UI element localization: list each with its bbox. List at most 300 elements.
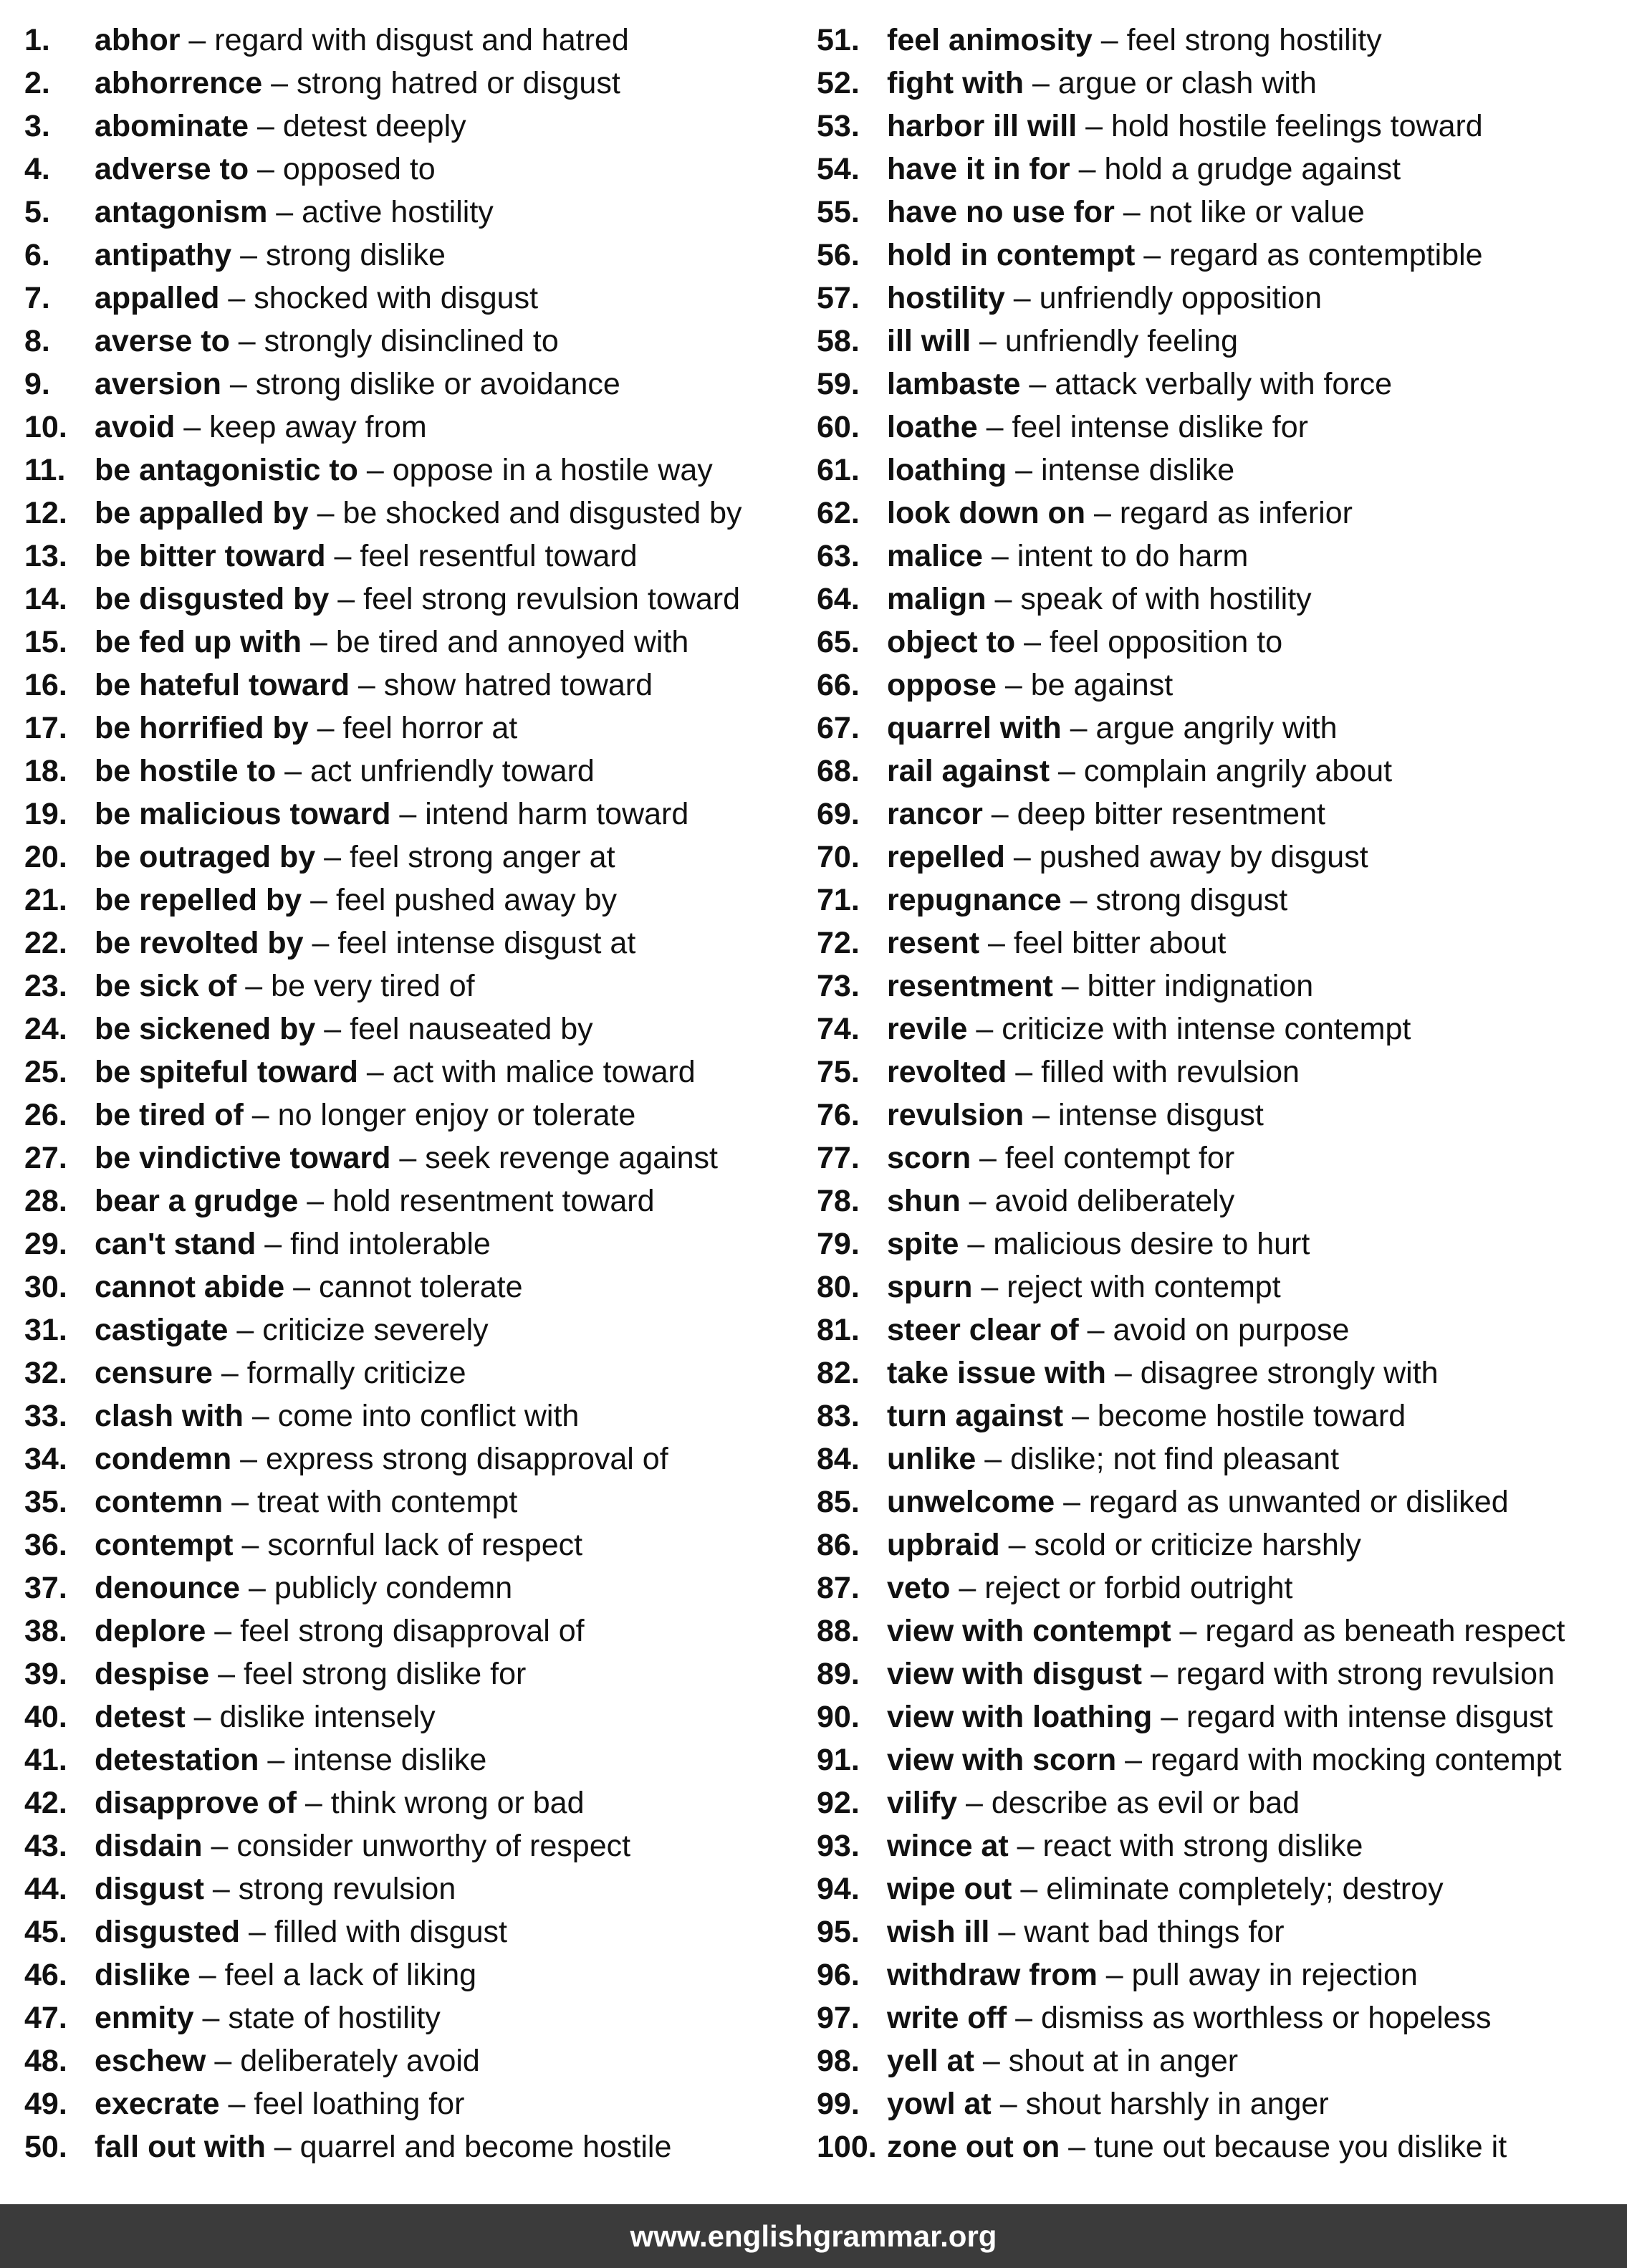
item-number: 53. (817, 109, 860, 143)
item-separator: – (302, 625, 336, 659)
item-definition: feel a lack of liking (224, 1958, 477, 1992)
item-number: 1. (24, 23, 50, 57)
item-number: 31. (24, 1313, 67, 1347)
item-separator: – (991, 2087, 1026, 2121)
item-separator: – (959, 1227, 994, 1261)
item-number: 84. (817, 1442, 860, 1476)
item-number: 52. (817, 66, 860, 100)
item-definition: feel resentful toward (360, 539, 638, 573)
list-item (24, 105, 805, 148)
item-definition: hold a grudge against (1104, 152, 1401, 186)
list-item (817, 1523, 1619, 1566)
item-separator: – (276, 754, 311, 788)
item-definition: become hostile toward (1097, 1399, 1406, 1433)
item-term: wipe out (887, 1872, 1012, 1906)
item-number: 45. (24, 1915, 67, 1949)
item-number: 61. (817, 453, 860, 487)
item-definition: publicly condemn (274, 1571, 513, 1605)
list-item (817, 148, 1619, 191)
list-item (24, 879, 805, 922)
item-number: 50. (24, 2130, 67, 2164)
item-term: be malicious toward (95, 797, 391, 831)
item-separator: – (219, 281, 254, 315)
item-term: be sick of (95, 969, 237, 1003)
list-item (817, 191, 1619, 234)
item-definition: criticize severely (262, 1313, 489, 1347)
list-item (24, 664, 805, 707)
item-definition: formally criticize (246, 1356, 466, 1390)
item-term: have it in for (887, 152, 1070, 186)
item-definition: scornful lack of respect (267, 1528, 583, 1562)
item-number: 48. (24, 2044, 67, 2078)
list-item (24, 1308, 805, 1351)
item-number: 12. (24, 496, 67, 530)
item-term: fall out with (95, 2130, 266, 2164)
item-number: 33. (24, 1399, 67, 1433)
item-term: view with contempt (887, 1614, 1171, 1648)
item-term: be repelled by (95, 883, 302, 917)
item-term: castigate (95, 1313, 229, 1347)
item-number: 67. (817, 711, 860, 745)
item-definition: regard as unwanted or disliked (1088, 1485, 1509, 1519)
item-term: vilify (887, 1786, 957, 1820)
list-item (817, 922, 1619, 965)
item-term: dislike (95, 1958, 191, 1992)
list-item (24, 1609, 805, 1652)
item-separator: – (1015, 625, 1050, 659)
list-item (817, 2039, 1619, 2082)
item-term: detestation (95, 1743, 259, 1777)
list-item (24, 1137, 805, 1180)
item-definition: argue or clash with (1057, 66, 1317, 100)
item-number: 5. (24, 195, 50, 229)
item-separator: – (262, 66, 297, 100)
item-definition: describe as evil or bad (991, 1786, 1300, 1820)
list-item (24, 922, 805, 965)
list-item (817, 1265, 1619, 1308)
item-number: 83. (817, 1399, 860, 1433)
item-definition: not like or value (1148, 195, 1365, 229)
item-number: 70. (817, 840, 860, 874)
item-definition: come into conflict with (277, 1399, 580, 1433)
item-number: 22. (24, 926, 67, 960)
list-item (817, 1652, 1619, 1695)
word-list-right-column (817, 19, 1619, 2168)
item-number: 66. (817, 668, 860, 702)
item-separator: – (390, 1141, 426, 1175)
item-term: rail against (887, 754, 1050, 788)
list-item (24, 707, 805, 750)
item-separator: – (249, 152, 283, 186)
item-number: 63. (817, 539, 860, 573)
item-number: 72. (817, 926, 860, 960)
item-number: 71. (817, 883, 860, 917)
item-term: revolted (887, 1055, 1007, 1089)
item-number: 62. (817, 496, 860, 530)
list-item (817, 234, 1619, 277)
list-item (24, 1953, 805, 1996)
item-term: yell at (887, 2044, 974, 2078)
item-definition: keep away from (209, 410, 427, 444)
item-number: 25. (24, 1055, 67, 1089)
item-number: 4. (24, 152, 50, 186)
item-definition: avoid deliberately (994, 1184, 1235, 1218)
item-number: 21. (24, 883, 67, 917)
list-item (817, 1480, 1619, 1523)
item-number: 75. (817, 1055, 860, 1089)
item-separator: – (982, 539, 1017, 573)
item-number: 37. (24, 1571, 67, 1605)
item-separator: – (243, 1098, 278, 1132)
item-term: clash with (95, 1399, 244, 1433)
item-separator: – (308, 496, 343, 530)
item-term: be tired of (95, 1098, 244, 1132)
item-definition: unfriendly feeling (1004, 324, 1238, 358)
item-number: 68. (817, 754, 860, 788)
item-separator: – (1004, 840, 1040, 874)
item-definition: shout harshly in anger (1025, 2087, 1329, 2121)
item-term: write off (887, 2001, 1007, 2035)
item-definition: feel intense disgust at (337, 926, 636, 960)
item-separator: – (284, 1270, 320, 1304)
list-item (24, 1824, 805, 1867)
item-separator: – (267, 195, 302, 229)
item-definition: intend harm toward (425, 797, 689, 831)
item-number: 97. (817, 2001, 860, 2035)
list-item (817, 105, 1619, 148)
list-item (817, 1609, 1619, 1652)
item-term: loathe (887, 410, 978, 444)
item-number: 43. (24, 1829, 67, 1863)
item-definition: react with strong dislike (1042, 1829, 1363, 1863)
item-definition: regard as inferior (1119, 496, 1353, 530)
item-definition: feel pushed away by (335, 883, 618, 917)
item-term: resent (887, 926, 980, 960)
item-term: loathing (887, 453, 1007, 487)
list-item (817, 1180, 1619, 1222)
list-item (24, 1265, 805, 1308)
item-definition: think wrong or bad (330, 1786, 585, 1820)
item-definition: feel intense dislike for (1012, 410, 1308, 444)
list-item (24, 621, 805, 664)
item-number: 23. (24, 969, 67, 1003)
item-definition: feel nauseated by (350, 1012, 593, 1046)
item-number: 18. (24, 754, 67, 788)
item-separator: – (296, 1786, 331, 1820)
item-definition: shocked with disgust (254, 281, 539, 315)
list-item (817, 406, 1619, 449)
list-item (817, 1094, 1619, 1137)
item-number: 60. (817, 410, 860, 444)
item-term: avoid (95, 410, 176, 444)
item-definition: strong dislike or avoidance (255, 367, 620, 401)
item-number: 90. (817, 1700, 860, 1734)
word-list-left-column (24, 19, 805, 2168)
item-separator: – (1116, 1743, 1151, 1777)
list-item (817, 1824, 1619, 1867)
item-term: aversion (95, 367, 221, 401)
item-definition: regard as contemptible (1169, 238, 1483, 272)
item-term: yowl at (887, 2087, 992, 2121)
item-separator: – (1050, 754, 1084, 788)
list-item (24, 1394, 805, 1437)
item-separator: – (243, 1399, 278, 1433)
item-definition: show hatred toward (383, 668, 653, 702)
item-number: 8. (24, 324, 50, 358)
item-term: be hostile to (95, 754, 277, 788)
item-number: 78. (817, 1184, 860, 1218)
item-separator: – (1063, 1399, 1098, 1433)
item-number: 13. (24, 539, 67, 573)
item-number: 39. (24, 1657, 67, 1691)
item-separator: – (1004, 281, 1040, 315)
item-number: 17. (24, 711, 67, 745)
list-item (24, 1094, 805, 1137)
list-item (24, 2039, 805, 2082)
item-term: appalled (95, 281, 220, 315)
item-term: resentment (887, 969, 1053, 1003)
item-definition: feel strong anger at (350, 840, 615, 874)
list-item (24, 1480, 805, 1523)
item-separator: – (1097, 1958, 1132, 1992)
item-definition: feel horror at (342, 711, 518, 745)
item-term: revile (887, 1012, 968, 1046)
list-item (24, 793, 805, 836)
item-term: disapprove of (95, 1786, 297, 1820)
item-term: ill will (887, 324, 971, 358)
list-item (24, 1910, 805, 1953)
item-number: 34. (24, 1442, 67, 1476)
item-term: be vindictive toward (95, 1141, 391, 1175)
list-item (24, 2082, 805, 2125)
item-number: 16. (24, 668, 67, 702)
item-term: disgust (95, 1872, 204, 1906)
item-term: harbor ill will (887, 109, 1078, 143)
item-separator: – (971, 324, 1005, 358)
item-number: 99. (817, 2087, 860, 2121)
item-separator: – (1135, 238, 1170, 272)
item-number: 27. (24, 1141, 67, 1175)
item-definition: pushed away by disgust (1039, 840, 1368, 874)
item-term: view with disgust (887, 1657, 1142, 1691)
item-separator: – (986, 582, 1021, 616)
item-definition: complain angrily about (1083, 754, 1393, 788)
item-separator: – (999, 1528, 1035, 1562)
list-item (817, 1051, 1619, 1094)
item-term: take issue with (887, 1356, 1106, 1390)
item-term: can't stand (95, 1227, 256, 1261)
item-separator: – (1114, 195, 1149, 229)
item-number: 65. (817, 625, 860, 659)
item-separator: – (974, 2044, 1009, 2078)
list-item (24, 1437, 805, 1480)
item-term: abhorrence (95, 66, 263, 100)
list-item (24, 836, 805, 879)
list-item (817, 19, 1619, 62)
item-term: bear a grudge (95, 1184, 299, 1218)
item-number: 20. (24, 840, 67, 874)
item-definition: malicious desire to hurt (993, 1227, 1310, 1261)
list-item (24, 406, 805, 449)
item-definition: strongly disinclined to (264, 324, 559, 358)
item-term: quarrel with (887, 711, 1062, 745)
item-definition: filled with revulsion (1041, 1055, 1300, 1089)
item-separator: – (302, 883, 336, 917)
item-separator: – (1105, 1356, 1141, 1390)
item-definition: reject with contempt (1007, 1270, 1281, 1304)
list-item (24, 1222, 805, 1265)
list-item (24, 1351, 805, 1394)
item-term: be bitter toward (95, 539, 326, 573)
list-item (24, 1996, 805, 2039)
item-term: be outraged by (95, 840, 316, 874)
list-item (817, 277, 1619, 320)
item-separator: – (303, 926, 338, 960)
item-separator: – (206, 2044, 241, 2078)
item-separator: – (315, 840, 350, 874)
item-number: 54. (817, 152, 860, 186)
item-number: 3. (24, 109, 50, 143)
item-separator: – (240, 1571, 274, 1605)
item-number: 57. (817, 281, 860, 315)
item-number: 46. (24, 1958, 67, 1992)
item-term: eschew (95, 2044, 206, 2078)
item-term: hold in contempt (887, 238, 1136, 272)
item-number: 44. (24, 1872, 67, 1906)
item-definition: seek revenge against (425, 1141, 718, 1175)
item-term: repelled (887, 840, 1005, 874)
item-term: lambaste (887, 367, 1021, 401)
item-term: antagonism (95, 195, 268, 229)
item-term: disdain (95, 1829, 203, 1863)
item-definition: feel strong revulsion toward (363, 582, 740, 616)
item-definition: state of hostility (228, 2001, 441, 2035)
item-definition: feel strong dislike for (243, 1657, 527, 1691)
list-item (24, 62, 805, 105)
item-number: 10. (24, 410, 67, 444)
list-item (817, 1222, 1619, 1265)
item-definition: strong hatred or disgust (297, 66, 620, 100)
item-term: withdraw from (887, 1958, 1098, 1992)
item-definition: argue angrily with (1095, 711, 1338, 745)
item-term: fight with (887, 66, 1024, 100)
item-separator: – (256, 1227, 291, 1261)
item-definition: consider unworthy of respect (236, 1829, 631, 1863)
item-definition: feel bitter about (1013, 926, 1227, 960)
website-footer: www.englishgrammar.org (0, 2204, 1627, 2268)
item-separator: – (265, 2130, 300, 2164)
item-separator: – (185, 1700, 220, 1734)
item-separator: – (221, 367, 256, 401)
item-number: 2. (24, 66, 50, 100)
item-term: view with loathing (887, 1700, 1153, 1734)
item-number: 7. (24, 281, 50, 315)
list-item (24, 750, 805, 793)
list-item (817, 1953, 1619, 1996)
item-definition: opposed to (282, 152, 436, 186)
item-number: 94. (817, 1872, 860, 1906)
item-number: 81. (817, 1313, 860, 1347)
list-item (24, 2125, 805, 2168)
list-item (24, 1738, 805, 1781)
list-item (817, 750, 1619, 793)
item-term: rancor (887, 797, 983, 831)
item-number: 86. (817, 1528, 860, 1562)
item-term: hostility (887, 281, 1005, 315)
list-item (817, 1996, 1619, 2039)
item-term: detest (95, 1700, 186, 1734)
item-term: be disgusted by (95, 582, 330, 616)
item-term: look down on (887, 496, 1086, 530)
item-number: 6. (24, 238, 50, 272)
item-definition: speak of with hostility (1020, 582, 1312, 616)
item-definition: be against (1030, 668, 1174, 702)
item-definition: strong dislike (265, 238, 446, 272)
list-item (817, 879, 1619, 922)
item-definition: active hostility (302, 195, 494, 229)
item-separator: – (1152, 1700, 1187, 1734)
item-term: abhor (95, 23, 181, 57)
item-separator: – (996, 668, 1031, 702)
item-separator: – (1024, 66, 1058, 100)
list-item (817, 492, 1619, 535)
item-number: 88. (817, 1614, 860, 1648)
item-definition: find intolerable (290, 1227, 491, 1261)
item-definition: bitter indignation (1087, 969, 1314, 1003)
item-number: 11. (24, 453, 66, 487)
list-item (817, 1695, 1619, 1738)
list-item (24, 1695, 805, 1738)
item-separator: – (1078, 1313, 1113, 1347)
item-number: 49. (24, 2087, 67, 2121)
item-term: revulsion (887, 1098, 1024, 1132)
item-definition: feel opposition to (1049, 625, 1283, 659)
item-definition: quarrel and become hostile (299, 2130, 672, 2164)
item-number: 15. (24, 625, 67, 659)
item-term: contempt (95, 1528, 234, 1562)
item-number: 87. (817, 1571, 860, 1605)
item-separator: – (982, 797, 1017, 831)
item-term: deplore (95, 1614, 206, 1648)
item-definition: pull away in rejection (1131, 1958, 1418, 1992)
list-item (817, 578, 1619, 621)
item-definition: scold or criticize harshly (1034, 1528, 1361, 1562)
list-item (24, 363, 805, 406)
item-separator: – (971, 1141, 1005, 1175)
item-term: spurn (887, 1270, 973, 1304)
item-separator: – (1012, 1872, 1047, 1906)
item-separator: – (203, 1872, 239, 1906)
item-separator: – (223, 1485, 257, 1519)
item-number: 47. (24, 2001, 67, 2035)
item-number: 79. (817, 1227, 860, 1261)
item-separator: – (259, 1743, 294, 1777)
item-number: 38. (24, 1614, 67, 1648)
item-number: 64. (817, 582, 860, 616)
item-term: have no use for (887, 195, 1115, 229)
item-definition: want bad things for (1024, 1915, 1285, 1949)
item-separator: – (325, 539, 360, 573)
list-item (817, 836, 1619, 879)
list-item (24, 1180, 805, 1222)
item-number: 77. (817, 1141, 860, 1175)
item-definition: strong revulsion (238, 1872, 456, 1906)
item-term: be spiteful toward (95, 1055, 358, 1089)
item-separator: – (1007, 2001, 1042, 2035)
item-number: 24. (24, 1012, 67, 1046)
item-term: be appalled by (95, 496, 309, 530)
item-definition: be tired and annoyed with (335, 625, 689, 659)
